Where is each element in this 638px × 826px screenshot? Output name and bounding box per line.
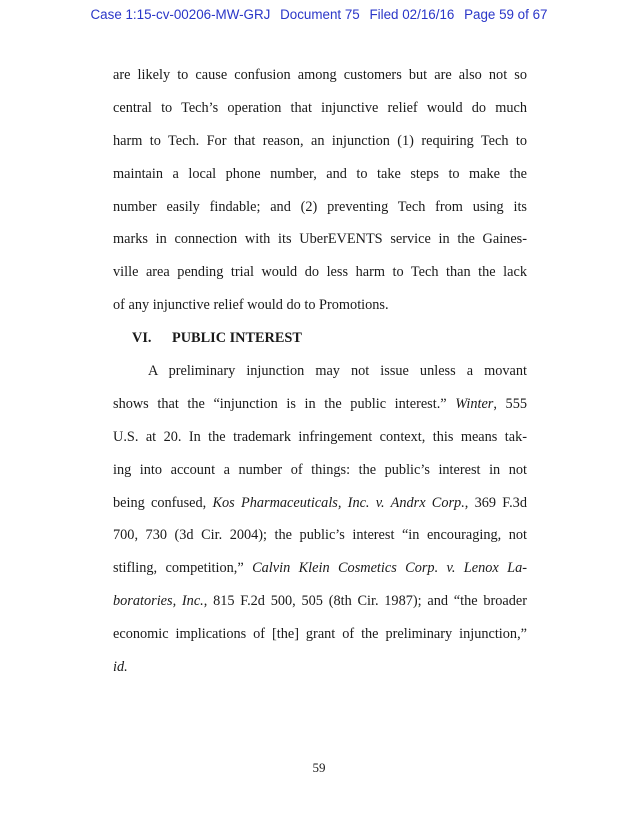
filed-date: Filed 02/16/16: [369, 7, 455, 22]
text-line: are likely to cause confusion among customers but are also not so: [113, 67, 527, 83]
text-segment: shows that the “injunction is in the public interest.”: [113, 395, 456, 412]
section-heading: [113, 322, 527, 355]
case-number: Case 1:15-cv-00206-MW-GRJ: [90, 7, 271, 22]
text-segment: , 815 F.2d 500, 505 (8th Cir. 1987); and “the broader: [203, 593, 527, 610]
case-citation: id.: [113, 659, 128, 676]
case-citation: Winter: [455, 395, 494, 412]
section-number: VI.: [132, 330, 152, 347]
page-indicator: Page 59 of 67: [464, 7, 548, 22]
text-line: [113, 552, 527, 585]
case-citation: boratories, Inc.: [113, 593, 204, 610]
page-number: 59: [312, 760, 326, 775]
text-line: economic implications of [the] grant of the preliminary injunction,”: [113, 626, 527, 643]
text-segment: being confused,: [113, 494, 213, 511]
text-segment: , 555: [493, 395, 527, 412]
text-line: 700, 730 (3d Cir. 2004); the public’s interest “in encouraging, not: [113, 527, 527, 544]
case-header: [0, 7, 638, 22]
text-line: [113, 585, 527, 618]
case-citation: Calvin Klein Cosmetics Corp. v. Lenox La-: [252, 560, 527, 577]
text-line: [113, 487, 527, 520]
text-line: number easily findable; and (2) preventing Tech from using its: [113, 198, 527, 215]
case-citation: Kos Pharmaceuticals, Inc. v. Andrx Corp.: [212, 494, 465, 511]
text-line: of any injunctive relief would do to Promotions.: [113, 297, 389, 314]
text-line: marks in connection with its UberEVENTS service in the Gaines-: [113, 231, 527, 248]
text-line: [113, 388, 527, 421]
text-line: U.S. at 20. In the trademark infringement context, this means tak-: [113, 428, 527, 445]
text-line: harm to Tech. For that reason, an injunction (1) requiring Tech to: [113, 132, 527, 149]
document-number: Document 75: [280, 7, 360, 22]
section-title: PUBLIC INTEREST: [172, 330, 302, 347]
text-segment: , 369 F.3d: [464, 494, 527, 511]
text-line: maintain a local phone number, and to take steps to make the: [113, 165, 527, 182]
text-line: A preliminary injunction may not issue unless a movant: [148, 363, 527, 380]
opinion-body: [113, 59, 527, 684]
text-line: ing into account a number of things: the public’s interest in not: [113, 461, 527, 478]
text-line: central to Tech’s operation that injunctive relief would do much: [113, 99, 527, 116]
text-line: ville area pending trial would do less harm to Tech than the lack: [113, 264, 527, 281]
text-segment: stifling, competition,”: [113, 560, 253, 577]
text-line: [113, 651, 527, 684]
